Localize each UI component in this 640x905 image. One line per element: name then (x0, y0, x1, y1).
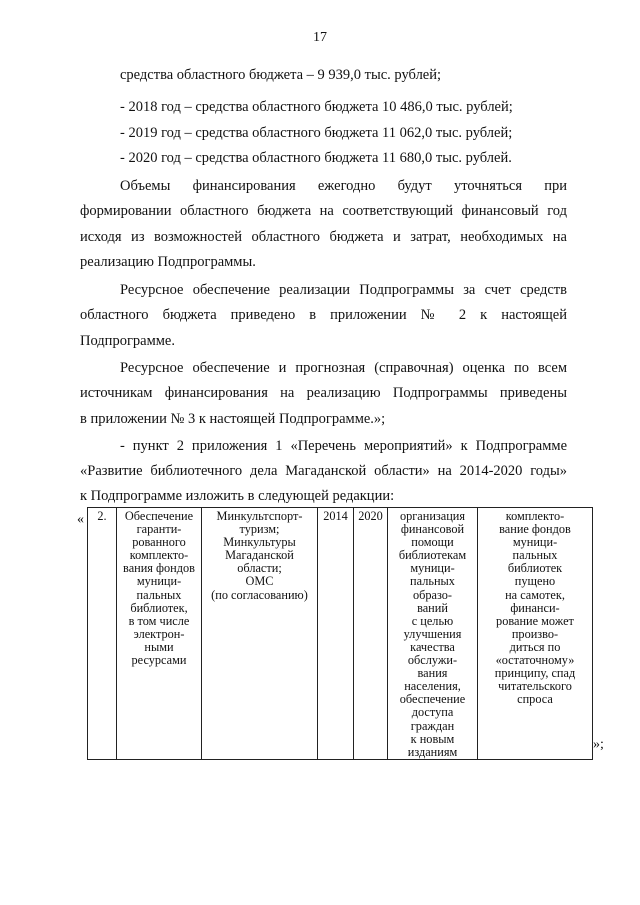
cell-consequences: комплекто- вание фондов муници- пальных библиотек пущено на самотек, финанси- рование может произво- диться по «остаточному» принципу, спад читательского спроса (478, 508, 593, 760)
paragraph-4-line-2: «Развитие библиотечного дела Магаданской области» на 2014-2020 годы» (80, 463, 567, 479)
cell-end-year: 2020 (354, 508, 388, 760)
paragraph-3-line-1: Ресурсное обеспечение и прогнозная (справочная) оценка по всем (120, 360, 567, 376)
paragraph-4-line-1: - пункт 2 приложения 1 «Перечень мероприятий» к Подпрограмме (120, 438, 567, 454)
paragraph-1-line-1: Объемы финансирования ежегодно будут уточняться при (120, 178, 567, 194)
cell-expected-result: организация финансовой помощи библиотекам муници- пальных образо- ваний с целью улучшения качества обслужи- вания населения, обеспечение доступа граждан к новым изданиям (388, 508, 478, 760)
text-line-1: средства областного бюджета – 9 939,0 тыс. рублей; (120, 67, 442, 83)
paragraph-2-line-3: Подпрограмме. (80, 333, 175, 349)
paragraph-1-line-2: формировании областного бюджета на соответствующий финансовый год (80, 203, 567, 219)
paragraph-1-line-4: реализацию Подпрограммы. (80, 254, 256, 270)
text-line-4: - 2020 год – средства областного бюджета 11 680,0 тыс. рублей. (120, 150, 512, 166)
cell-start-year: 2014 (318, 508, 354, 760)
page-number: 17 (313, 30, 327, 45)
activities-table (87, 507, 593, 760)
closing-quote: »; (593, 737, 604, 752)
paragraph-1-line-3: исходя из возможностей областного бюджета и затрат, необходимых на (80, 229, 567, 245)
table-row (88, 508, 593, 760)
opening-quote: « (77, 512, 84, 527)
paragraph-3-line-2: источникам финансирования на реализацию Подпрограммы приведены (80, 385, 567, 401)
text-line-3: - 2019 год – средства областного бюджета 11 062,0 тыс. рублей; (120, 125, 513, 141)
cell-activity: Обеспечение гаранти- рованного комплекто- вания фондов муници- пальных библиотек, в том числе электрон- ными ресурсами (117, 508, 202, 760)
paragraph-4-line-3: к Подпрограмме изложить в следующей редакции: (80, 488, 395, 504)
cell-executors: Минкультспорт- туризм; Минкультуры Магаданской области; ОМС (по согласованию) (202, 508, 318, 760)
paragraph-2-line-2: областного бюджета приведено в приложении № 2 к настоящей (80, 307, 567, 323)
paragraph-2-line-1: Ресурсное обеспечение реализации Подпрограммы за счет средств (120, 282, 567, 298)
text-line-2: - 2018 год – средства областного бюджета 10 486,0 тыс. рублей; (120, 99, 513, 115)
cell-number: 2. (88, 508, 117, 760)
paragraph-3-line-3: в приложении № 3 к настоящей Подпрограмме.»; (80, 411, 386, 427)
